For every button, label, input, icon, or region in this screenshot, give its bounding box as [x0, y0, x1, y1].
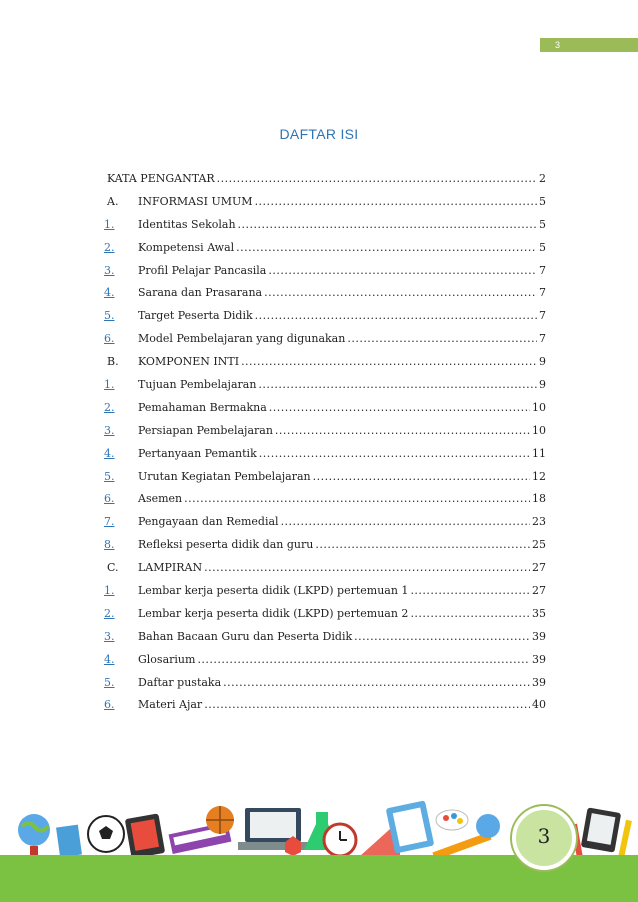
toc-entry-label: Asemen	[138, 492, 183, 506]
clock-icon	[324, 824, 356, 856]
toc-dot-leader	[236, 237, 537, 260]
page-title: DAFTAR ISI	[279, 126, 359, 142]
toc-entry[interactable]	[104, 511, 546, 534]
toc-entry[interactable]	[104, 466, 546, 489]
toc-dot-leader	[268, 260, 537, 283]
toc-dot-leader	[255, 191, 537, 214]
notebook-icon	[56, 825, 82, 858]
toc-page-number: 10	[532, 400, 546, 414]
toc-entry[interactable]	[104, 443, 546, 466]
toc-dot-leader	[197, 649, 530, 672]
toc-item-number-link[interactable]: 3.	[104, 629, 115, 643]
toc-entry[interactable]	[104, 603, 546, 626]
toc-entry-label: Lembar kerja peserta didik (LKPD) pertemuan 2	[138, 606, 409, 620]
toc-page-number: 39	[532, 629, 546, 643]
table-of-contents	[104, 168, 546, 717]
toc-entry-label: Refleksi peserta didik dan guru	[138, 538, 314, 552]
toc-entry-label: Materi Ajar	[138, 698, 203, 712]
globe-icon	[18, 814, 50, 856]
toc-page-number: 39	[532, 652, 546, 666]
toc-dot-leader	[241, 351, 537, 374]
toc-entry-label: Model Pembelajaran yang digunakan	[138, 332, 346, 346]
toc-item-number-link[interactable]: 1.	[104, 217, 115, 231]
toc-dot-leader	[315, 534, 530, 557]
toc-dot-leader	[281, 511, 530, 534]
toc-page-number: 5	[539, 194, 546, 208]
toc-dot-leader	[354, 626, 530, 649]
toc-entry-label: Pengayaan dan Remedial	[138, 515, 279, 529]
toc-entry[interactable]	[104, 191, 546, 214]
toc-entry-label: Kompetensi Awal	[138, 240, 235, 254]
toc-entry[interactable]	[104, 580, 546, 603]
soccer-ball-icon	[88, 816, 124, 852]
toc-dot-leader	[217, 168, 537, 191]
toc-entry[interactable]	[104, 282, 546, 305]
toc-entry[interactable]	[104, 488, 546, 511]
toc-entry-label: KOMPONEN INTI	[138, 355, 240, 369]
toc-entry-label: Daftar pustaka	[138, 675, 222, 689]
tablet-icon-right	[581, 807, 621, 852]
toc-section-letter: B.	[107, 355, 119, 369]
toc-item-number-link[interactable]: 2.	[104, 240, 115, 254]
toc-dot-leader	[255, 305, 537, 328]
toc-page-number: 39	[532, 675, 546, 689]
toc-entry[interactable]	[104, 374, 546, 397]
toc-entry-label: Urutan Kegiatan Pembelajaran	[138, 469, 311, 483]
toc-dot-leader	[238, 214, 537, 237]
toc-item-number-link[interactable]: 3.	[104, 423, 115, 437]
toc-entry[interactable]	[104, 649, 546, 672]
toc-entry[interactable]	[104, 237, 546, 260]
toc-page-number: 5	[539, 217, 546, 231]
toc-entry-label: LAMPIRAN	[138, 561, 203, 575]
toc-entry-label: Tujuan Pembelajaran	[138, 378, 257, 392]
toc-page-number: 35	[532, 606, 546, 620]
page-number-tab	[540, 38, 638, 52]
basketball-icon	[206, 806, 234, 834]
toc-page-number: 27	[532, 584, 546, 598]
toc-dot-leader	[258, 374, 537, 397]
toc-entry-label: Pertanyaan Pemantik	[138, 446, 257, 460]
toc-entry[interactable]	[104, 557, 546, 580]
toc-dot-leader	[264, 282, 537, 305]
toc-entry-label: Pemahaman Bermakna	[138, 400, 267, 414]
toc-section-letter: A.	[107, 194, 119, 208]
toc-page-number: 2	[539, 172, 546, 185]
toc-item-number-link[interactable]: 6.	[104, 698, 115, 712]
toc-page-number: 7	[539, 309, 546, 323]
toc-item-number-link[interactable]: 5.	[104, 675, 115, 689]
toc-section-letter: C.	[107, 561, 119, 575]
toc-entry-label: Persiapan Pembelajaran	[138, 423, 273, 437]
toc-page-number: 9	[539, 355, 546, 369]
toc-entry[interactable]	[104, 214, 546, 237]
toc-page-number: 18	[532, 492, 546, 506]
toc-dot-leader	[223, 672, 530, 695]
toc-entry[interactable]	[104, 626, 546, 649]
toc-entry-label: Profil Pelajar Pancasila	[138, 263, 267, 277]
toc-item-number-link[interactable]: 2.	[104, 606, 115, 620]
toc-item-number-link[interactable]: 5.	[104, 309, 115, 323]
toc-dot-leader	[204, 557, 530, 580]
toc-dot-leader	[204, 694, 530, 717]
page-number-badge	[512, 806, 576, 870]
toc-item-number-link[interactable]: 6.	[104, 332, 115, 346]
toc-page-number: 7	[539, 332, 546, 346]
toc-entry[interactable]	[104, 534, 546, 557]
toc-page-number: 11	[532, 446, 546, 460]
toc-item-number-link[interactable]: 5.	[104, 469, 115, 483]
tablet-icon	[125, 813, 165, 858]
toc-dot-leader	[269, 397, 530, 420]
toc-entry[interactable]	[104, 260, 546, 283]
toc-page-number: 7	[539, 263, 546, 277]
toc-dot-leader	[184, 488, 530, 511]
toc-item-number-link[interactable]: 4.	[104, 652, 115, 666]
toc-page-number: 7	[539, 286, 546, 300]
toc-entry-label: Sarana dan Prasarana	[138, 286, 263, 300]
toc-dot-leader	[347, 328, 537, 351]
toc-page-number: 25	[532, 538, 546, 552]
toc-entry-label: KATA PENGANTAR	[107, 172, 215, 185]
toc-item-number-link[interactable]: 7.	[104, 515, 115, 529]
toc-page-number: 40	[532, 698, 546, 712]
toc-item-number-link[interactable]: 4.	[104, 286, 115, 300]
toc-entry[interactable]	[104, 328, 546, 351]
toc-entry[interactable]	[104, 351, 546, 374]
toc-dot-leader	[313, 466, 530, 489]
page-number-tab-text: 3	[555, 40, 561, 50]
toc-entry-label: Identitas Sekolah	[138, 217, 236, 231]
toc-item-number-link[interactable]: 3.	[104, 263, 115, 277]
toc-page-number: 27	[532, 561, 546, 575]
toc-entry-label: Lembar kerja peserta didik (LKPD) pertemuan 1	[138, 584, 409, 598]
toc-item-number-link[interactable]: 1.	[104, 378, 115, 392]
toc-entry-label: INFORMASI UMUM	[138, 194, 253, 208]
toc-page-number: 12	[532, 469, 546, 483]
toc-entry[interactable]	[104, 672, 546, 695]
toc-page-number: 23	[532, 515, 546, 529]
toc-entry[interactable]	[104, 305, 546, 328]
toc-dot-leader	[259, 443, 530, 466]
globe-icon-right	[476, 814, 500, 838]
toc-page-number: 10	[532, 423, 546, 437]
toc-item-number-link[interactable]: 4.	[104, 446, 115, 460]
toc-entry-label: Glosarium	[138, 652, 196, 666]
toc-item-number-link[interactable]: 6.	[104, 492, 115, 506]
toc-item-number-link[interactable]: 1.	[104, 584, 115, 598]
page-number: 3	[537, 824, 551, 848]
toc-entry[interactable]	[104, 168, 546, 191]
toc-entry[interactable]	[104, 397, 546, 420]
toc-dot-leader	[410, 603, 530, 626]
toc-dot-leader	[410, 580, 530, 603]
toc-entry-label: Bahan Bacaan Guru dan Peserta Didik	[138, 629, 353, 643]
toc-entry-label: Target Peserta Didik	[138, 309, 253, 323]
toc-entry[interactable]	[104, 420, 546, 443]
toc-item-number-link[interactable]: 2.	[104, 400, 115, 414]
paint-palette-icon	[436, 810, 468, 830]
toc-page-number: 5	[539, 240, 546, 254]
toc-dot-leader	[275, 420, 530, 443]
toc-page-number: 9	[539, 378, 546, 392]
toc-item-number-link[interactable]: 8.	[104, 538, 115, 552]
toc-entry[interactable]	[104, 694, 546, 717]
